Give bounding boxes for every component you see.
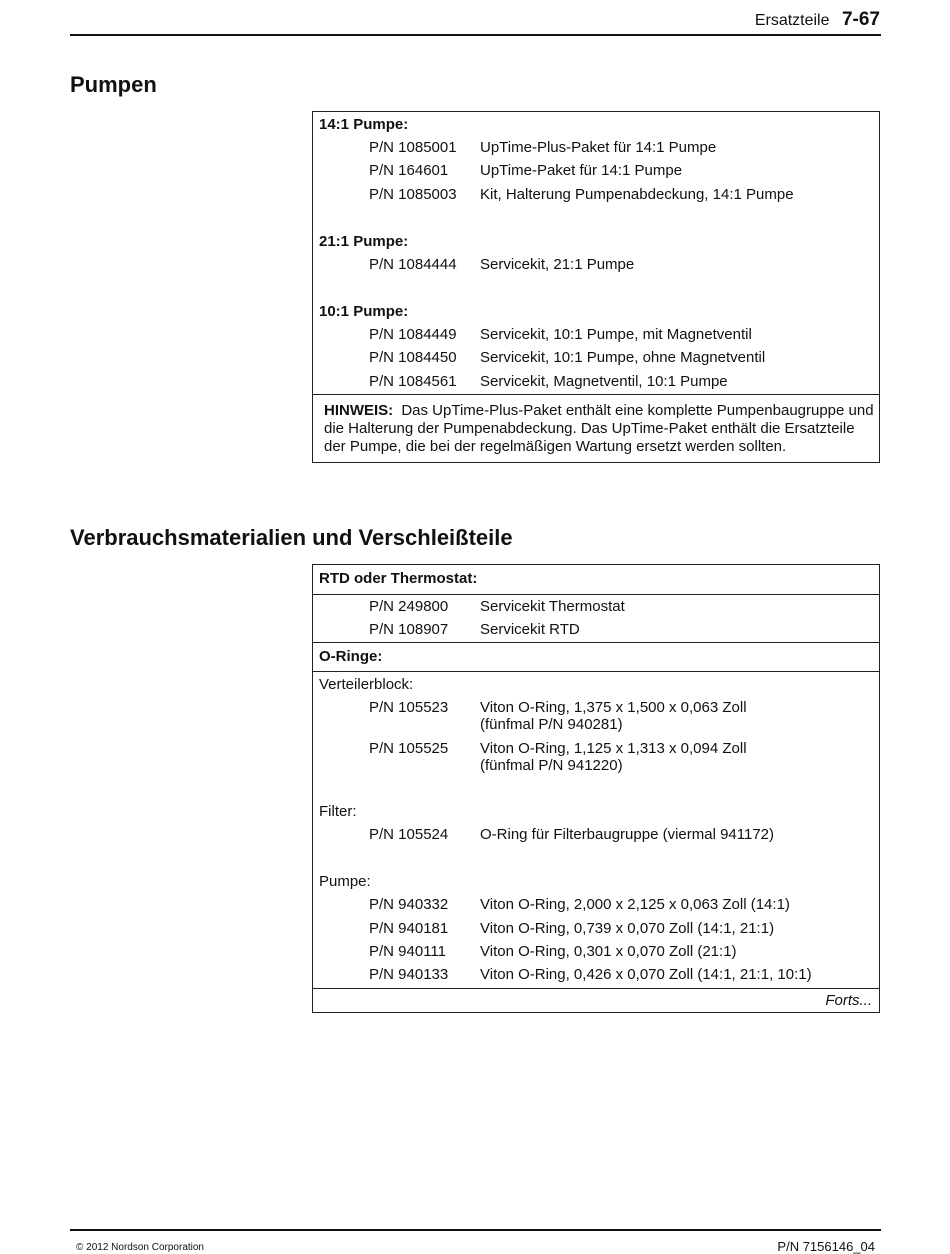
table-divider [313,594,879,595]
note-label: HINWEIS: [324,402,394,419]
part-number: P/N 105525 [369,740,449,757]
group-title: 10:1 Pumpe: [319,303,409,320]
part-number: P/N 1084449 [369,326,457,343]
part-number: P/N 940332 [369,896,449,913]
subgroup-label: Verteilerblock: [319,676,414,693]
section-title-pumpen: Pumpen [70,72,157,97]
part-description: Servicekit, 10:1 Pumpe, mit Magnetventil [480,326,752,343]
part-number: P/N 940133 [369,966,449,983]
part-description: Kit, Halterung Pumpenabdeckung, 14:1 Pumpe [480,186,794,203]
part-number: P/N 1085003 [369,186,457,203]
part-description-detail: (fünfmal P/N 941220) [480,757,623,774]
part-description: Servicekit RTD [480,621,580,638]
part-number: P/N 249800 [369,598,449,615]
subgroup-label: Filter: [319,803,357,820]
verbrauch-table [312,564,880,1013]
note-text-block [324,402,874,456]
part-description: Servicekit, Magnetventil, 10:1 Pumpe [480,373,728,390]
page-header [755,9,880,31]
part-description: UpTime-Plus-Paket für 14:1 Pumpe [480,139,717,156]
group-title: 14:1 Pumpe: [319,116,409,133]
continued-label: Forts... [825,992,872,1009]
part-description: Viton O-Ring, 2,000 x 2,125 x 0,063 Zoll (14:1) [480,896,790,913]
part-number: P/N 1084561 [369,373,457,390]
group-title: 21:1 Pumpe: [319,233,409,250]
part-description: Viton O-Ring, 1,375 x 1,500 x 0,063 Zoll [480,699,747,716]
table-divider [313,642,879,643]
part-number: P/N 1084450 [369,349,457,366]
part-number: P/N 1085001 [369,139,457,156]
table-divider [313,394,879,395]
footer-doc-number: P/N 7156146_04 [777,1239,875,1254]
part-description: Viton O-Ring, 0,426 x 0,070 Zoll (14:1, 21:1, 10:1) [480,966,812,983]
header-page-number: 7-67 [841,9,880,30]
part-description: Viton O-Ring, 0,301 x 0,070 Zoll (21:1) [480,943,737,960]
part-description: Servicekit, 21:1 Pumpe [480,256,635,273]
part-description: Viton O-Ring, 0,739 x 0,070 Zoll (14:1, 21:1) [480,920,775,937]
group-title: RTD oder Thermostat: [319,570,478,587]
part-number: P/N 108907 [369,621,449,638]
part-number: P/N 105524 [369,826,449,843]
note-text: Das UpTime-Plus-Paket enthält eine komplette Pumpenbaugruppe und die Halterung der Pumpenabdeckung. Das UpTime-Paket enthält die Ersatzteile der Pumpe, die bei der regelmäßigen Wartung ersetzt werden sollten. [324,402,874,455]
header-rule [70,34,881,36]
group-title: O-Ringe: [319,648,383,665]
table-divider [313,988,879,989]
table-divider [313,671,879,672]
section-title-verbrauch: Verbrauchsmaterialien und Verschleißteile [70,525,513,550]
part-description: UpTime-Paket für 14:1 Pumpe [480,162,683,179]
subgroup-label: Pumpe: [319,873,371,890]
part-number: P/N 940111 [369,943,446,960]
pumpen-table [312,111,880,463]
part-description: Viton O-Ring, 1,125 x 1,313 x 0,094 Zoll [480,740,747,757]
part-number: P/N 1084444 [369,256,457,273]
part-number: P/N 164601 [369,162,449,179]
part-description: Servicekit, 10:1 Pumpe, ohne Magnetventil [480,349,766,366]
footer-rule [70,1229,881,1231]
part-description: Servicekit Thermostat [480,598,625,615]
footer-copyright: © 2012 Nordson Corporation [76,1242,204,1253]
part-number: P/N 940181 [369,920,449,937]
part-description: O-Ring für Filterbaugruppe (viermal 941172) [480,826,775,843]
part-description-detail: (fünfmal P/N 940281) [480,716,623,733]
header-section-title: Ersatzteile [754,12,830,29]
part-number: P/N 105523 [369,699,449,716]
